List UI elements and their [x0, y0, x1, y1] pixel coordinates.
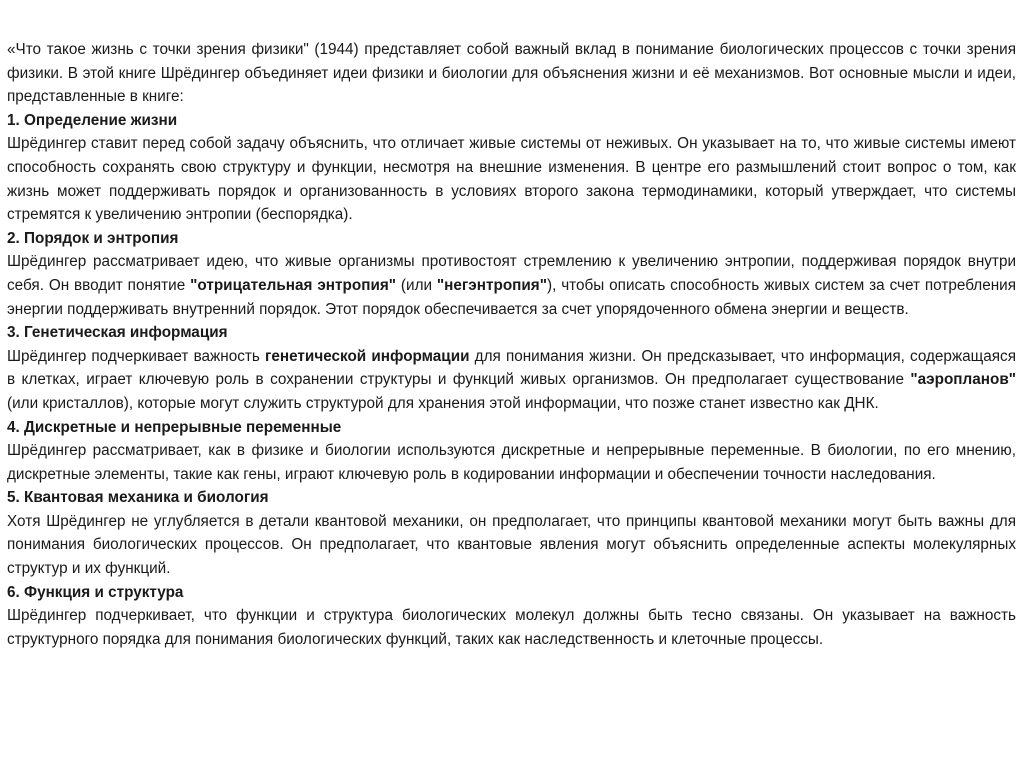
text-run: Шрёдингер подчеркивает важность	[7, 347, 265, 365]
section-heading-2: 2. Порядок и энтропия	[7, 229, 179, 247]
section-heading-4: 4. Дискретные и непрерывные переменные	[7, 418, 342, 436]
text-run: (или	[396, 276, 437, 294]
text-run: Шрёдингер рассматривает идею, что живые организмы противостоят стремлению к увеличению энтропии, поддерживая порядок внутри себя. Он вводит понятие	[7, 253, 1016, 294]
bold-term-negentropy: "негэнтропия"	[436, 276, 547, 294]
text-run: ), чтобы описать способность живых систем за счет потребления энергии поддерживать внутренний порядок. Этот порядок обеспечивается за счет упорядоченного обмена энергии и веществ.	[7, 276, 1016, 318]
section-text-2	[7, 250, 1016, 321]
bold-term-genetic-information: генетической информации	[265, 347, 470, 365]
section-heading-5: 5. Квантовая механика и биология	[7, 489, 269, 507]
bold-term-aeroplanes: "аэропланов"	[910, 371, 1016, 389]
section-text-6: Шрёдингер подчеркивает, что функции и структура биологических молекул должны быть тесно связаны. Он указывает на важность структурного порядка для понимания биологических функций, таких как наследственность и клеточные процессы.	[7, 607, 1016, 648]
text-run: (или кристаллов), которые могут служить структурой для хранения этой информации, что позже станет известно как ДНК.	[7, 394, 879, 412]
section-heading-3: 3. Генетическая информация	[7, 324, 228, 342]
intro-paragraph: «Что такое жизнь с точки зрения физики" (1944) представляет собой важный вклад в понимание биологических процессов с точки зрения физики. В этой книге Шрёдингер объединяет идеи физики и биологии для объяснения жизни и её механизмов. Вот основные мысли и идеи, представленные в книге:	[7, 41, 1016, 106]
section-text-3	[7, 345, 1016, 416]
section-text-5: Хотя Шрёдингер не углубляется в детали квантовой механики, он предполагает, что принципы квантовой механики могут быть важны для понимания биологических процессов. Он предполагает, что квантовые явления могут объяснить определенные аспекты молекулярных структур и их функций.	[7, 512, 1016, 578]
bold-term-negative-entropy: "отрицательная энтропия"	[190, 276, 397, 294]
text-run: для понимания жизни. Он предсказывает, что информация, содержащаяся в клетках, играет ключевую роль в сохранении структуры и функций живых организмов. Он предполагает существование	[7, 347, 1016, 389]
section-heading-6: 6. Функция и структура	[7, 583, 184, 601]
document-body	[7, 38, 1016, 651]
section-heading-1: 1. Определение жизни	[7, 111, 178, 129]
section-text-1: Шрёдингер ставит перед собой задачу объяснить, что отличает живые системы от неживых. Он указывает на то, что живые системы имеют способность сохранять свою структуру и функции, несмотря на внешние изменения. В центре его размышлений стоит вопрос о том, как жизнь может поддерживать порядок и организованность в условиях второго закона термодинамики, который утверждает, что системы стремятся к увеличению энтропии (беспорядка).	[7, 135, 1016, 224]
section-text-4: Шрёдингер рассматривает, как в физике и биологии используются дискретные и непрерывные переменные. В биологии, по его мнению, дискретные элементы, такие как гены, играют ключевую роль в кодировании информации и обеспечении точности наследования.	[7, 442, 1016, 483]
